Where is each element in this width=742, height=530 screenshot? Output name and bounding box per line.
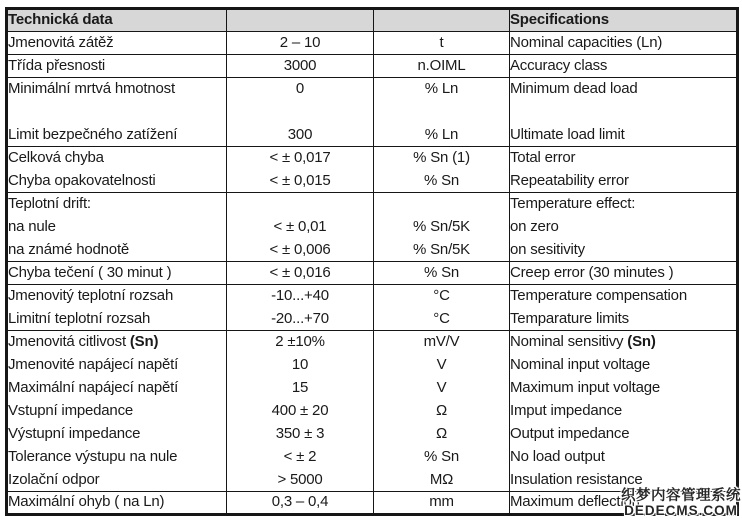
value-cell: 300 xyxy=(227,124,374,147)
value-cell: < ± 0,01 xyxy=(227,216,374,239)
label-cell: Minimální mrtvá hmotnost xyxy=(8,80,175,97)
spec-cell: Repeatability error xyxy=(510,170,738,193)
table-row xyxy=(7,193,738,216)
unit-cell xyxy=(374,193,510,216)
value-cell: 350 ± 3 xyxy=(227,423,374,446)
label-cell: Limitní teplotní rozsah xyxy=(7,308,227,331)
label-cell: Chyba tečení ( 30 minut ) xyxy=(7,262,227,285)
value-cell: < ± 0,016 xyxy=(227,262,374,285)
unit-cell: % Sn (1) xyxy=(374,147,510,170)
label-cell: Jmenovité napájecí napětí xyxy=(8,355,179,373)
label-cell: Jmenovitý teplotní rozsah xyxy=(8,287,174,304)
unit-cell: MΩ xyxy=(374,469,510,492)
spec-cell: Accuracy class xyxy=(510,55,738,78)
unit-cell: % Ln xyxy=(374,78,510,101)
spec-cell: Creep error (30 minutes ) xyxy=(510,262,738,285)
spec-cell: Nominal input voltage xyxy=(510,354,738,377)
value-cell: 0 xyxy=(227,78,374,101)
unit-cell: % Sn/5K xyxy=(374,216,510,239)
specifications-table xyxy=(5,7,739,516)
spec-cell: on sesitivity xyxy=(510,239,738,262)
unit-cell: Ω xyxy=(374,400,510,423)
label-cell: Maximální napájecí napětí xyxy=(8,378,179,396)
table-row xyxy=(7,216,738,239)
spec-cell: Nominal sensitivy (Sn) xyxy=(510,331,738,354)
table-row xyxy=(7,170,738,193)
label-cell: Izolační odpor xyxy=(7,469,227,492)
table-header xyxy=(7,9,738,32)
unit-cell: % Sn xyxy=(374,170,510,193)
spec-cell: Maximum input voltage xyxy=(510,377,738,400)
header-row xyxy=(7,9,738,32)
label-cell: Chyba opakovatelnosti xyxy=(7,170,227,193)
value-cell: < ± 0,017 xyxy=(227,147,374,170)
table-row xyxy=(7,262,738,285)
spec-cell: on zero xyxy=(510,216,738,239)
unit-cell: t xyxy=(374,32,510,55)
unit-cell: Ω xyxy=(374,423,510,446)
table-row xyxy=(7,308,738,331)
table-row xyxy=(7,354,738,377)
table-row xyxy=(7,55,738,78)
header-values-column xyxy=(227,9,374,32)
value-cell: 400 ± 20 xyxy=(227,400,374,423)
table-row xyxy=(7,423,738,446)
table-row xyxy=(7,124,738,147)
value-cell: 15 xyxy=(227,377,374,400)
label-cell: Celková chyba xyxy=(8,149,104,166)
value-cell: -20...+70 xyxy=(227,308,374,331)
table-row xyxy=(7,32,738,55)
label-cell: Vstupní impedance xyxy=(8,401,134,419)
table-row xyxy=(7,469,738,492)
unit-cell: mV/V xyxy=(374,331,510,354)
spec-cell: Temperature compensation xyxy=(510,285,738,308)
table-body xyxy=(7,32,738,515)
value-cell xyxy=(227,101,374,124)
table-row xyxy=(7,78,738,101)
value-cell: < ± 0,015 xyxy=(227,170,374,193)
spec-cell xyxy=(510,101,738,124)
table-row xyxy=(7,400,738,423)
spec-cell: Minimum dead load xyxy=(510,78,738,101)
table-row xyxy=(7,492,738,515)
table-row xyxy=(7,285,738,308)
value-cell: -10...+40 xyxy=(227,285,374,308)
spec-cell: Output impedance xyxy=(510,423,738,446)
unit-cell: % Sn xyxy=(374,262,510,285)
label-cell: Limit bezpečného zatížení xyxy=(7,124,227,147)
watermark-url-text: DEDECMS.COM xyxy=(624,502,738,518)
spec-cell: Nominal capacities (Ln) xyxy=(510,32,738,55)
unit-cell: % Sn xyxy=(374,446,510,469)
label-cell: na známé hodnotě xyxy=(7,239,227,262)
unit-cell xyxy=(374,101,510,124)
label-cell: Teplotní drift: xyxy=(8,195,91,212)
spec-cell: Temparature limits xyxy=(510,308,738,331)
value-cell: 2 ±10% xyxy=(227,331,374,354)
table-row xyxy=(7,239,738,262)
spec-cell: Imput impedance xyxy=(510,400,738,423)
value-cell: 3000 xyxy=(227,55,374,78)
spec-cell: Temperature effect: xyxy=(510,193,738,216)
value-cell xyxy=(227,193,374,216)
label-cell: na nule xyxy=(8,217,56,235)
unit-cell: °C xyxy=(374,308,510,331)
table-row xyxy=(7,101,738,124)
label-cell: Výstupní impedance xyxy=(8,424,141,442)
header-units-column xyxy=(374,9,510,32)
label-cell xyxy=(7,101,227,124)
watermark-cjk-text: 织梦内容管理系统 xyxy=(621,487,741,504)
value-cell: 10 xyxy=(227,354,374,377)
unit-cell: mm xyxy=(374,492,510,515)
value-cell: 0,3 – 0,4 xyxy=(227,492,374,515)
table-row xyxy=(7,446,738,469)
label-cell: Třída přesnosti xyxy=(7,55,227,78)
label-cell: Jmenovitá citlivost (Sn) xyxy=(8,333,159,350)
header-specifications: Specifications xyxy=(510,9,738,32)
label-cell: Jmenovitá zátěž xyxy=(7,32,227,55)
table-row xyxy=(7,377,738,400)
spec-cell: Ultimate load limit xyxy=(510,124,738,147)
unit-cell: °C xyxy=(374,285,510,308)
unit-cell: % Sn/5K xyxy=(374,239,510,262)
table-row xyxy=(7,331,738,354)
unit-cell: V xyxy=(374,377,510,400)
label-cell: Tolerance výstupu na nule xyxy=(8,447,178,465)
spec-cell: No load output xyxy=(510,446,738,469)
label-cell: Maximální ohyb ( na Ln) xyxy=(8,493,165,511)
unit-cell: n.OIML xyxy=(374,55,510,78)
spec-cell: Insulation resistance xyxy=(510,469,738,492)
value-cell: < ± 2 xyxy=(227,446,374,469)
spec-cell: Maximum deflection xyxy=(510,492,738,515)
unit-cell: % Ln xyxy=(374,124,510,147)
value-cell: < ± 0,006 xyxy=(227,239,374,262)
table-row xyxy=(7,147,738,170)
header-technicka-data: Technická data xyxy=(7,9,227,32)
value-cell: 2 – 10 xyxy=(227,32,374,55)
value-cell: > 5000 xyxy=(227,469,374,492)
unit-cell: V xyxy=(374,354,510,377)
spec-cell: Total error xyxy=(510,147,738,170)
